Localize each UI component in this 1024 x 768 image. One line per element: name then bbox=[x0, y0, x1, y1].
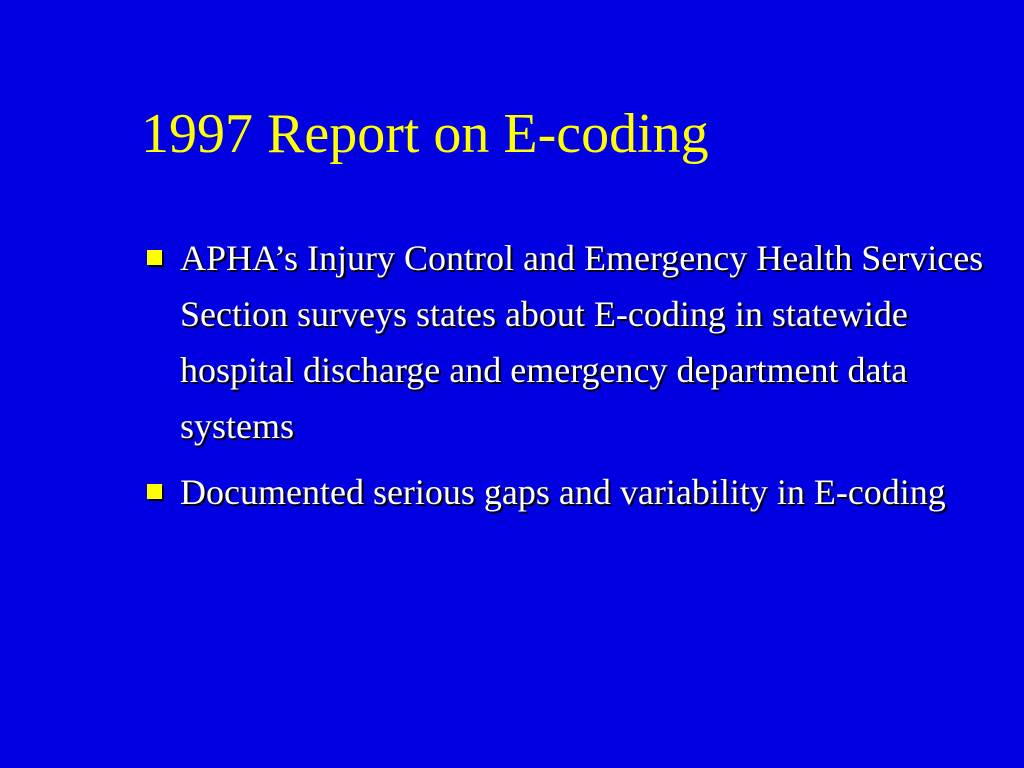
square-bullet-icon bbox=[147, 484, 162, 499]
bullet-text: APHA’s Injury Control and Emergency Health Services Section surveys states about E-coding in statewide hospital discharge and emergency department data systems bbox=[180, 238, 984, 446]
bullet-text: Documented serious gaps and variability in E-coding bbox=[180, 472, 946, 512]
bullet-item bbox=[142, 230, 1002, 454]
bullet-item bbox=[142, 464, 1002, 520]
slide-title: 1997 Report on E-coding bbox=[141, 103, 709, 165]
square-bullet-icon bbox=[147, 250, 162, 265]
bullet-list bbox=[142, 230, 1002, 530]
